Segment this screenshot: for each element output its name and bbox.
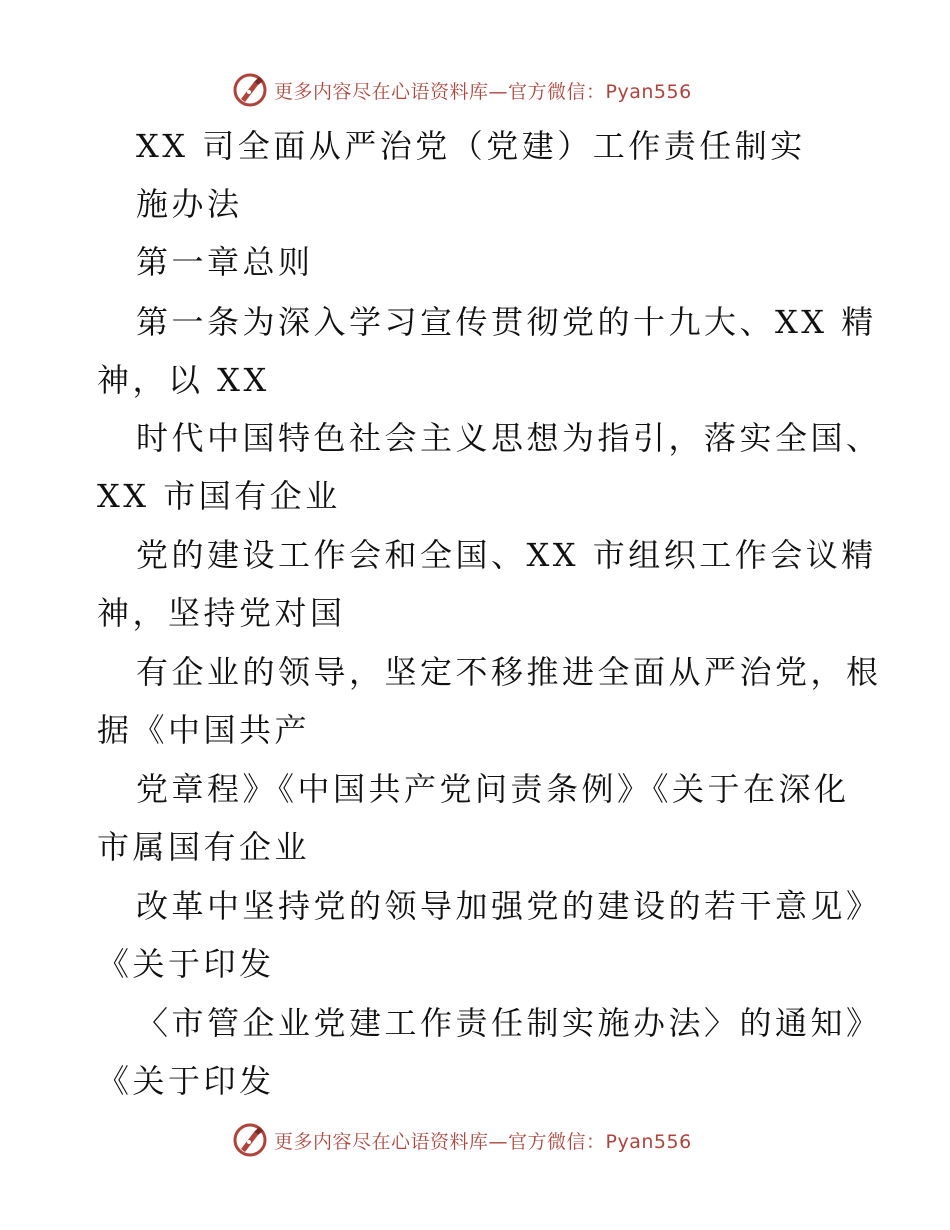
footer-watermark	[232, 1120, 692, 1160]
paragraph-line: 党的建设工作会和全国、XX 市组织工作会议精	[136, 536, 877, 574]
footer-watermark-text: 更多内容尽在心语资料库—官方微信：Pyan556	[274, 1130, 692, 1153]
paragraph-line: 〈市管企业党建工作责任制实施办法〉的通知》	[136, 1004, 882, 1042]
paragraph-line: 时代中国特色社会主义思想为指引，落实全国、	[136, 419, 882, 457]
paragraph-line: 神，以 XX	[97, 361, 270, 399]
paragraph-line: 党章程》《中国共产党问责条例》《关于在深化	[136, 770, 850, 808]
paragraph-line: 第一条为深入学习宣传贯彻党的十九大、XX 精	[136, 303, 877, 341]
paragraph-line: 有企业的领导，坚定不移推进全面从严治党，根	[136, 653, 882, 691]
document-title-line-1: XX 司全面从严治党（党建）工作责任制实	[136, 127, 806, 165]
chapter-heading: 第一章总则	[136, 243, 314, 281]
paragraph-line: 《关于印发	[97, 945, 275, 983]
paragraph-line: 神，坚持党对国	[97, 594, 346, 632]
paragraph-line: 《关于印发	[97, 1062, 275, 1100]
paragraph-line: 改革中坚持党的领导加强党的建设的若干意见》	[136, 887, 882, 925]
paragraph-line: 市属国有企业	[97, 828, 311, 866]
header-watermark-text: 更多内容尽在心语资料库—官方微信：Pyan556	[274, 80, 692, 103]
document-title-line-2: 施办法	[136, 185, 243, 223]
paragraph-line: XX 市国有企业	[97, 477, 341, 515]
pen-logo-icon	[232, 1122, 268, 1158]
paragraph-line: 据《中国共产	[97, 711, 311, 749]
